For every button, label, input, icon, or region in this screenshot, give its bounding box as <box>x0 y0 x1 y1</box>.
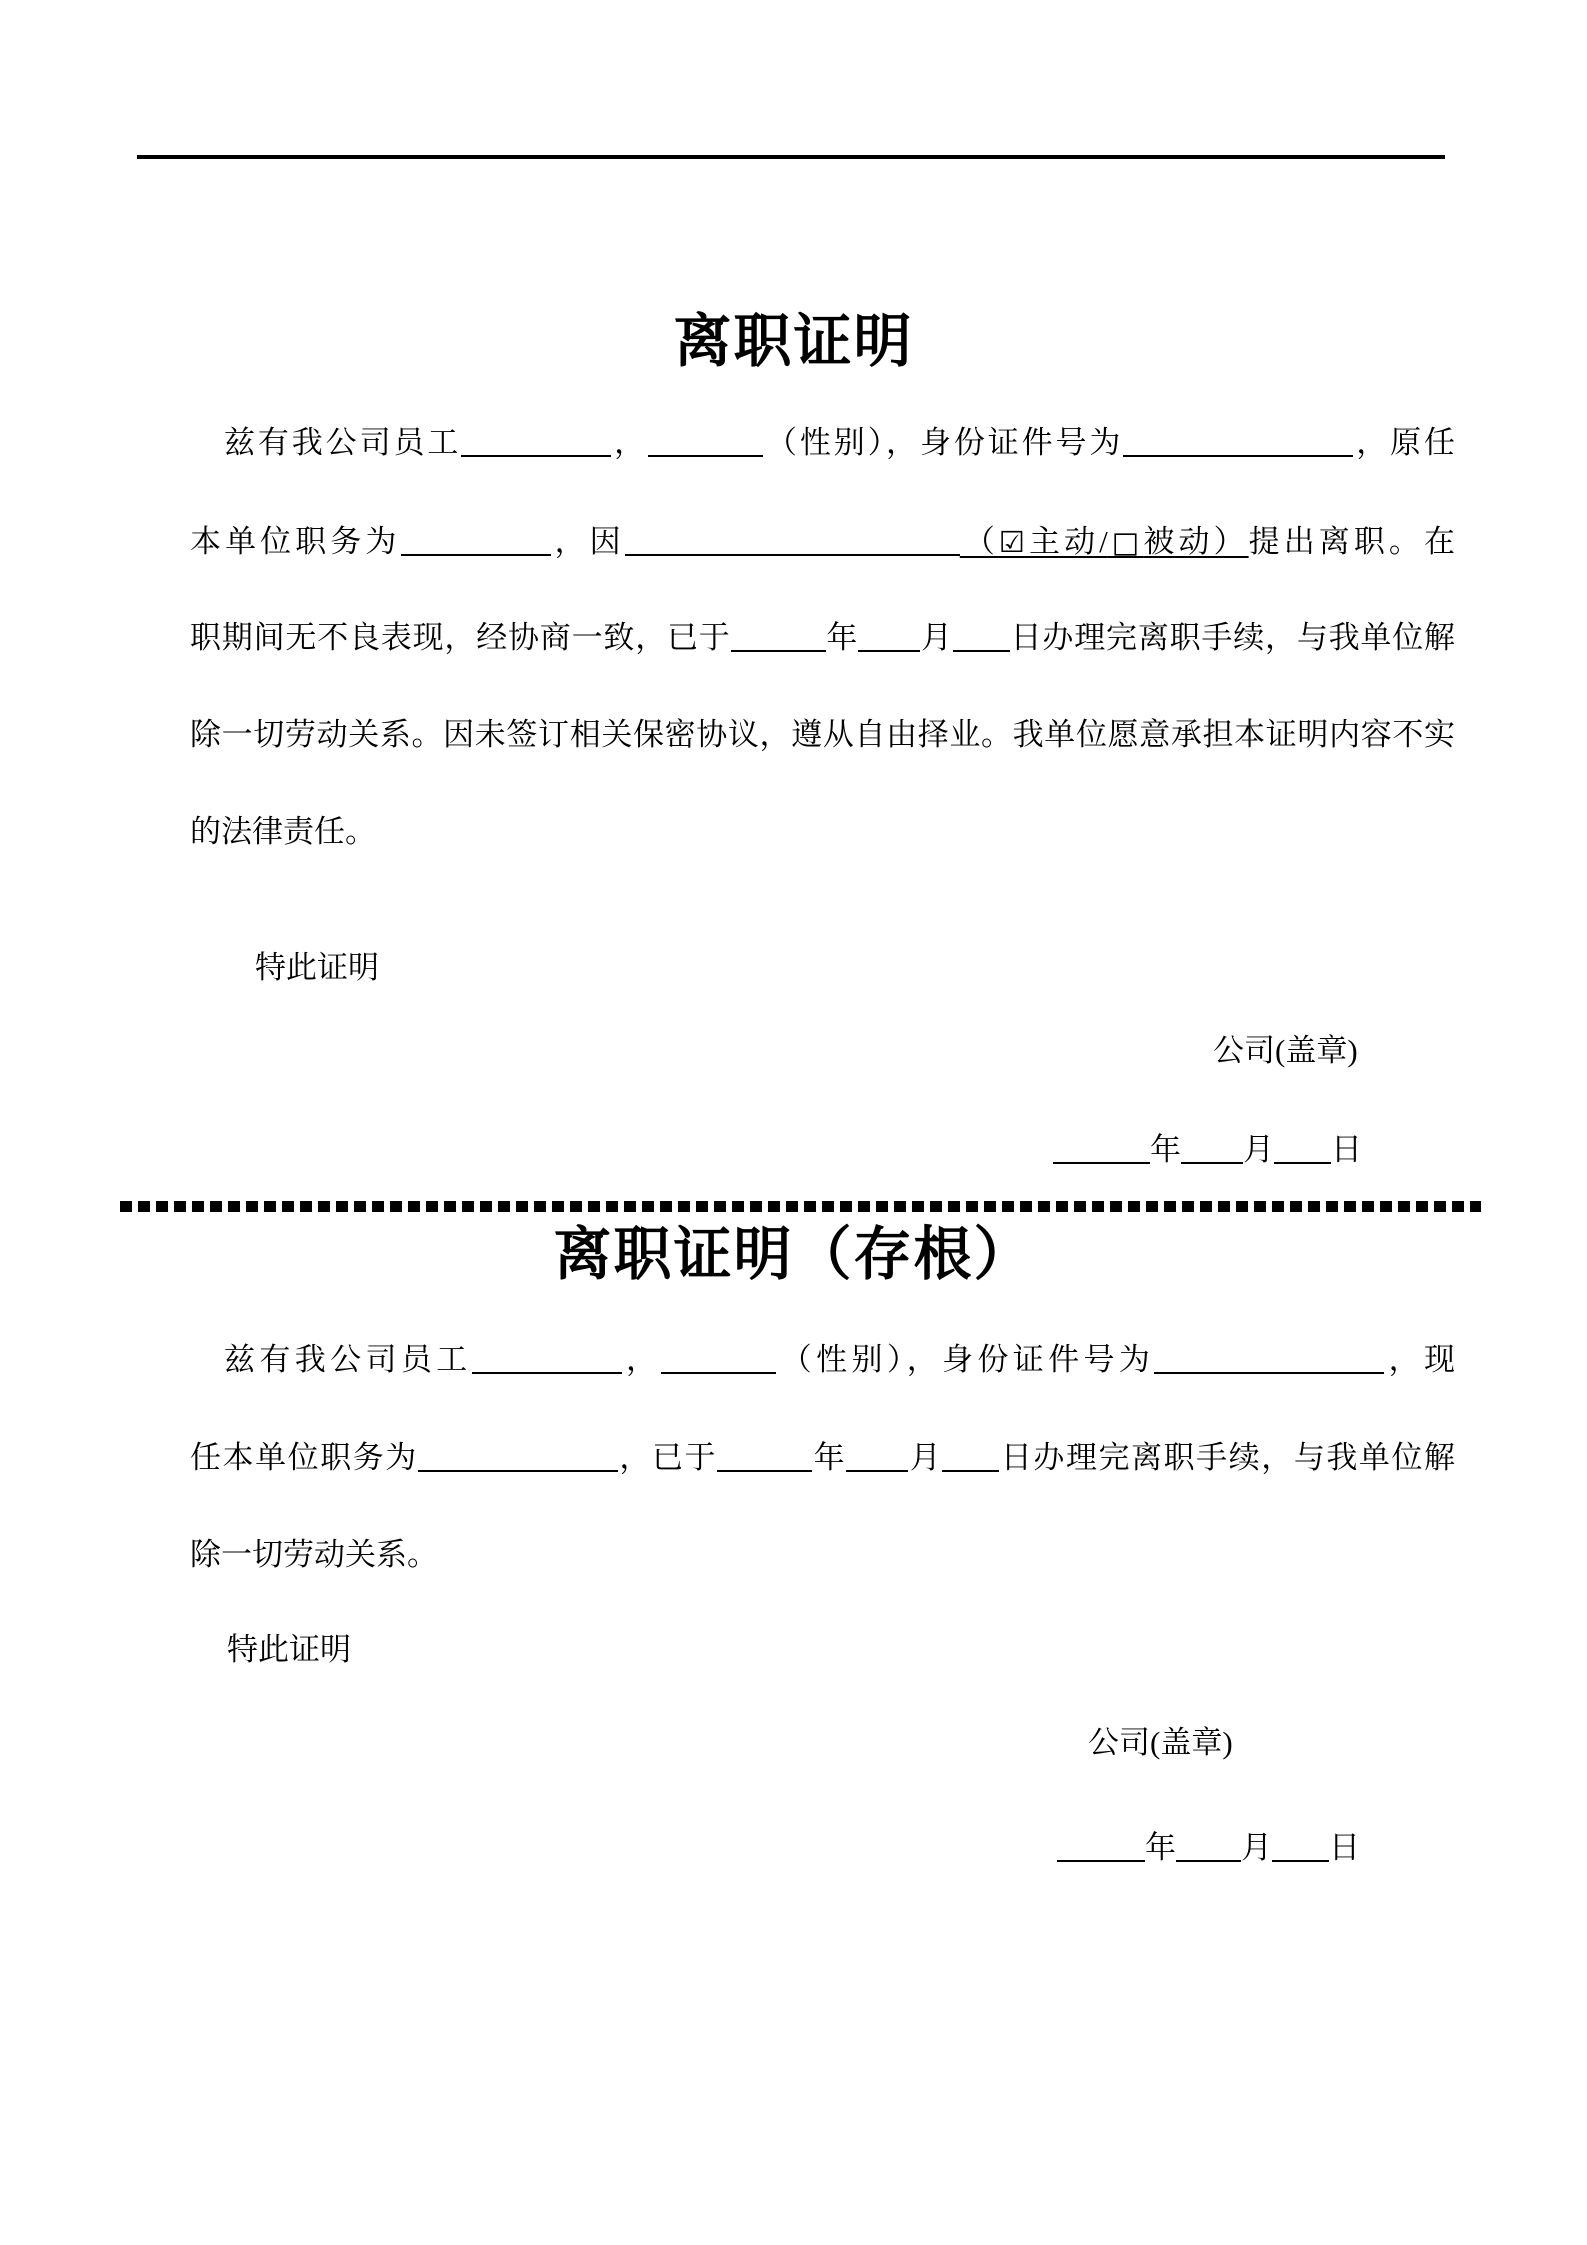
blank-fill-field[interactable] <box>1274 1162 1331 1164</box>
blank-fill-field[interactable] <box>1123 455 1353 457</box>
text-run: 月 <box>1241 1830 1272 1865</box>
s1-line1 <box>190 424 1455 462</box>
dotted-cut-divider <box>120 1201 1481 1212</box>
text-run: 兹有我公司员工 <box>224 425 462 460</box>
s1-line4 <box>190 716 1455 754</box>
text-run: 日 <box>1329 1830 1360 1865</box>
text-run: 月 <box>908 1440 943 1475</box>
blank-fill-field[interactable] <box>461 455 611 457</box>
s1-line2 <box>190 523 1455 561</box>
text-run: ，现 <box>1384 1342 1456 1377</box>
s1-line3 <box>190 619 1455 657</box>
section1-title: 离职证明 <box>673 309 914 374</box>
text-run: 除一切劳动关系。 <box>190 1537 438 1572</box>
s2-line1 <box>190 1341 1455 1379</box>
text-run: 本单位职务为 <box>190 524 401 559</box>
text-run: ， <box>611 425 649 460</box>
text-run: 提出离职。在 <box>1248 524 1456 559</box>
top-horizontal-rule <box>137 155 1445 159</box>
underlined-group <box>625 524 1249 559</box>
text-run: ， <box>621 1342 662 1377</box>
blank-fill-field[interactable] <box>1176 1860 1241 1862</box>
checkbox-checked-icon[interactable]: ☑ <box>998 525 1025 559</box>
text-run: （ <box>959 524 999 559</box>
s2-line2 <box>190 1439 1455 1477</box>
blank-fill-field[interactable] <box>953 650 1010 652</box>
blank-fill-field[interactable] <box>418 1470 618 1472</box>
blank-fill-field[interactable] <box>648 455 763 457</box>
s1-line5 <box>190 813 376 851</box>
text-run: 公司(盖章) <box>1088 1725 1233 1760</box>
s2-line3 <box>190 1536 438 1574</box>
blank-fill-field[interactable] <box>858 650 920 652</box>
text-run: 被动） <box>1143 524 1249 559</box>
blank-fill-field[interactable] <box>472 1372 622 1374</box>
s2-date-line <box>1057 1829 1360 1867</box>
blank-fill-field[interactable] <box>1057 1860 1145 1862</box>
text-run: 特此证明 <box>227 1632 351 1667</box>
text-run: 兹有我公司员工 <box>224 1342 472 1377</box>
text-run: 日办理完离职手续，与我单位解 <box>1009 620 1456 655</box>
blank-fill-field[interactable] <box>942 1470 999 1472</box>
blank-fill-field[interactable] <box>1053 1162 1150 1164</box>
text-run: 年 <box>1150 1132 1181 1167</box>
text-run: （性别），身份证件号为 <box>776 1342 1155 1377</box>
text-run: 任本单位职务为 <box>190 1440 418 1475</box>
s2-hereby <box>227 1631 351 1669</box>
section2-title: 离职证明（存根） <box>553 1222 1034 1287</box>
checkbox-unchecked-icon[interactable]: □ <box>1107 525 1144 559</box>
s1-hereby <box>255 949 379 987</box>
blank-fill-field[interactable] <box>731 650 826 652</box>
blank-fill-field[interactable] <box>1181 1162 1243 1164</box>
blank-fill-field[interactable] <box>661 1372 776 1374</box>
text-run: 的法律责任。 <box>190 814 376 849</box>
text-run: 日办理完离职手续，与我单位解 <box>999 1440 1456 1475</box>
blank-fill-field[interactable] <box>1154 1372 1384 1374</box>
text-run: 年 <box>1145 1830 1176 1865</box>
text-run: （性别），身份证件号为 <box>763 425 1124 460</box>
text-run: 月 <box>920 620 953 655</box>
blank-fill-field[interactable] <box>1272 1860 1329 1862</box>
s1-date-line <box>1053 1131 1362 1169</box>
s2-company-seal <box>1088 1724 1233 1762</box>
text-run: 职期间无不良表现，经协商一致，已于 <box>190 620 731 655</box>
text-run: 年 <box>825 620 859 655</box>
text-run: 主动/ <box>1024 524 1108 559</box>
text-run: 除一切劳动关系。因未签订相关保密协议，遵从自由择业。我单位愿意承担本证明内容不实 <box>190 717 1455 752</box>
text-run: 年 <box>812 1440 847 1475</box>
text-run: 特此证明 <box>255 950 379 985</box>
blank-fill-field[interactable] <box>401 554 551 556</box>
text-run: ，因 <box>550 524 625 559</box>
text-run: 公司(盖章) <box>1213 1033 1358 1068</box>
blank-fill-field[interactable] <box>846 1470 908 1472</box>
blank-fill-field[interactable] <box>625 554 960 556</box>
text-run: 月 <box>1243 1132 1274 1167</box>
text-run: ，已于 <box>617 1440 718 1475</box>
text-run: 日 <box>1331 1132 1362 1167</box>
s1-company-seal <box>1213 1032 1358 1070</box>
text-run: ，原任 <box>1353 425 1456 460</box>
blank-fill-field[interactable] <box>717 1470 812 1472</box>
